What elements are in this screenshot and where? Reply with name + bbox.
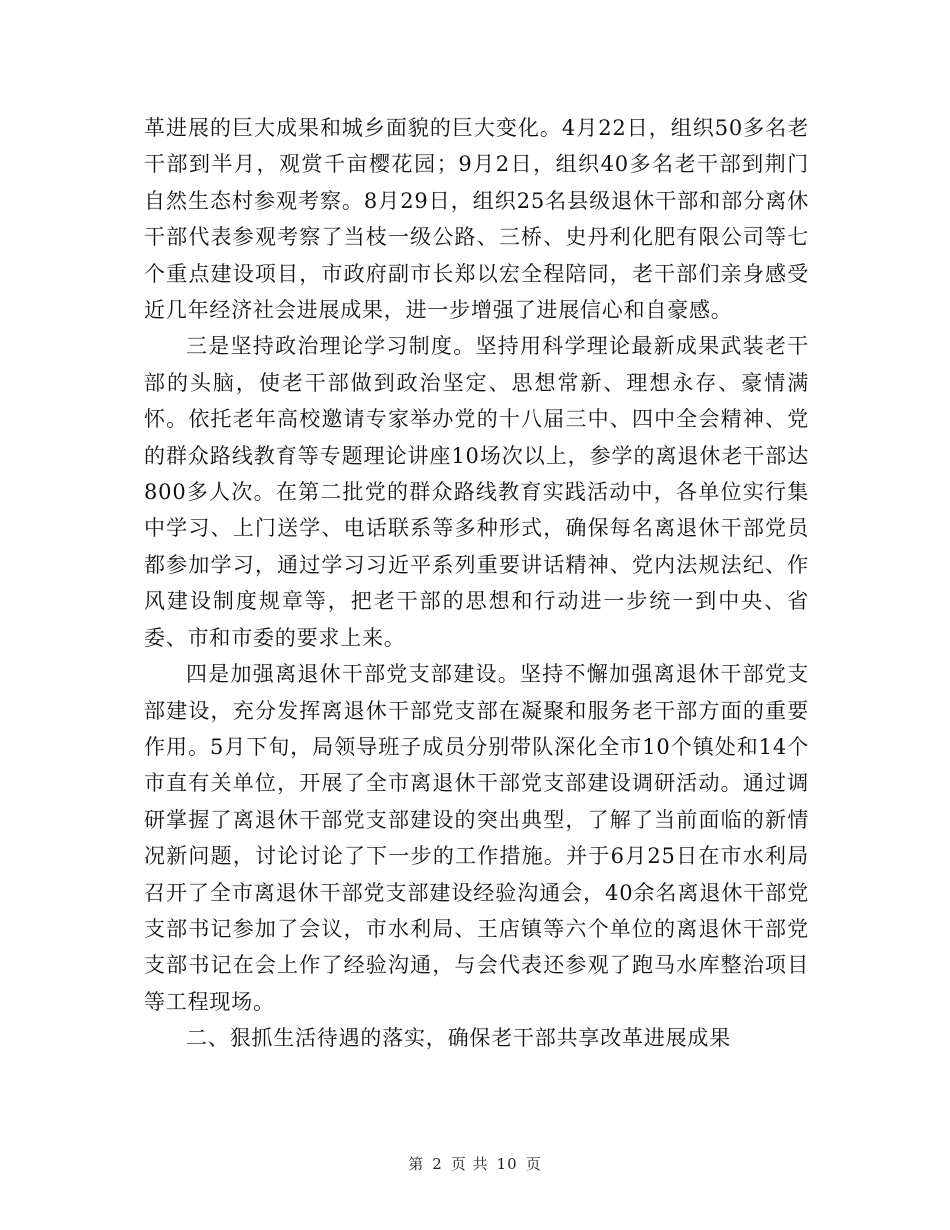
paragraph-political-study: 三是坚持政治理论学习制度。坚持用科学理论最新成果武装老干部的头脑，使老干部做到政治坚定、思想常新、理想永存、豪情满怀。依托老年高校邀请专家举办党的十八届三中、四中全会精神、党的群众路线教育等专题理论讲座10场次以上，参学的离退休老干部达800多人次。在第二批党的群众路线教育实践活动中，各单位实行集中学习、上门送学、电话联系等多种形式，确保每名离退休干部党员都参加学习，通过学习习近平系列重要讲话精神、党内法规法纪、作风建设制度规章等，把老干部的思想和行动进一步统一到中央、省委、市和市委的要求上来。 <box>144 334 809 650</box>
document-body <box>144 110 809 1057</box>
section-heading: 二、狠抓生活待遇的落实，确保老干部共享改革进展成果 <box>186 1026 731 1051</box>
footer-total-pages: 10 <box>496 1155 518 1173</box>
footer-page-number: 2 <box>432 1155 443 1173</box>
paragraph-party-branch: 四是加强离退休干部党支部建设。坚持不懈加强离退休干部党支部建设，充分发挥离退休干部党支部在凝聚和服务老干部方面的重要作用。5月下旬，局领导班子成员分别带队深化全市10个镇处和14个市直有关单位，开展了全市离退休干部党支部建设调研活动。通过调研掌握了离退休干部党支部建设的突出典型，了解了当前面临的新情况新问题，讨论讨论了下一步的工作措施。并于6月25日在市水利局召开了全市离退休干部党支部建设经验沟通会，40余名离退休干部党支部书记参加了会议，市水利局、王店镇等六个单位的离退休干部党支部书记在会上作了经验沟通，与会代表还参观了跑马水库整治项目等工程现场。 <box>144 662 809 1014</box>
footer-middle: 页 共 <box>450 1155 489 1173</box>
paragraph-continued: 革进展的巨大成果和城乡面貌的巨大变化。4月22日，组织50多名老干部到半月，观赏千亩樱花园；9月2日，组织40多名老干部到荆门自然生态村参观考察。8月29日，组织25名县级退休干部和部分离休干部代表参观考察了当枝一级公路、三桥、史丹利化肥有限公司等七个重点建设项目，市政府副市长郑以宏全程陪同，老干部们亲身感受近几年经济社会进展成果，进一步增强了进展信心和自豪感。 <box>144 116 809 323</box>
footer-suffix: 页 <box>525 1155 542 1173</box>
page-footer <box>0 1153 950 1174</box>
footer-prefix: 第 <box>408 1155 425 1173</box>
